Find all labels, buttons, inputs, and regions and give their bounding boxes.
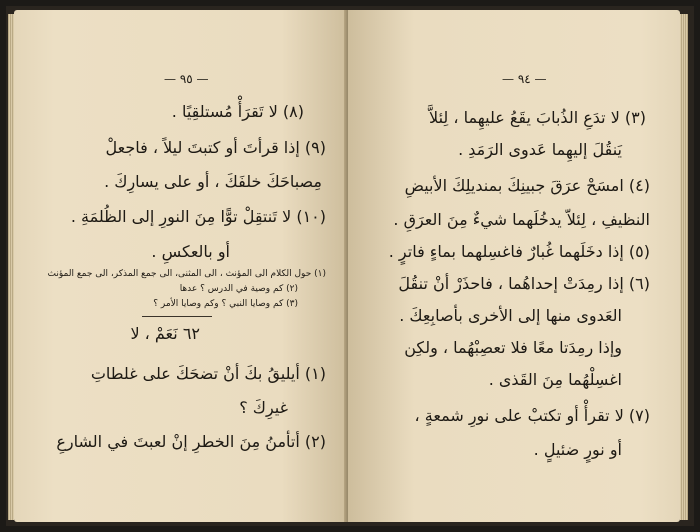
footnote: (٣) كم وصايا النبي ؟ وكم وصايا الأمر ؟ <box>153 299 298 309</box>
text-line: (٨) لا تَقرَأْ مُستلقِيًا . <box>171 102 304 121</box>
text-line: (٥) إذا دخَلَهما غُبارٌ فاغسِلهما بماءٍ فاترٍ . <box>388 242 650 261</box>
left-page <box>14 10 348 522</box>
text-line: (٣) لا تدَعِ الذُبابَ يقَعُ عليهِما ، لِئلاَّ <box>429 108 646 127</box>
footnote: (١) حول الكلام الى المؤنث ، الى المثنى، الى جمع المذكر، الى جمع المؤنث <box>47 269 326 279</box>
divider <box>142 316 212 317</box>
text-line: وإذا رمِدَتا معًا فلا تعصِبْهُما ، ولكِن <box>404 338 622 357</box>
text-line: اغسِلْهُما مِنَ القَذى . <box>488 370 622 389</box>
open-book <box>6 6 694 526</box>
page-edges-right <box>680 14 688 520</box>
text-line: غيرِكَ ؟ <box>239 398 288 417</box>
text-line: (٧) لا تقرأْ أو تكتبْ على نورِ شمعةٍ ، <box>414 406 650 425</box>
lesson-title: ٦٢ نَعَمْ ، لا <box>130 324 200 343</box>
text-line: (٩) إذا قرأتَ أو كتبتَ ليلاً ، فاجعلْ <box>105 138 326 157</box>
footnote: (٢) كم وصية في الدرس ؟ عدها <box>179 284 298 294</box>
page-number: — ٩٤ — <box>502 72 547 86</box>
text-line: أو بالعكسِ . <box>151 242 230 261</box>
text-line: (١) أيليقُ بكَ أنْ تضحَكَ على غلطاتِ <box>90 364 326 383</box>
text-line: يَنقُلَ إليهِما عَدوى الرَمَدِ . <box>458 140 622 159</box>
text-line: مِصباحَكَ خلفَكَ ، أو على يسارِكَ . <box>104 172 322 191</box>
page-number: — ٩٥ — <box>164 72 209 86</box>
text-line: (٤) امسَحْ عرَقَ جبينِكَ بمنديلِكَ الأبيضِ <box>404 176 650 195</box>
text-line: العَدوى منها إلى الأخرى بأصابِعِكَ . <box>399 306 622 325</box>
text-line: النظيفِ ، لِئلاّ يدخُلَهما شيءٌ مِنَ العرَقِ . <box>393 210 650 229</box>
text-line: أو نورٍ ضئيلٍ . <box>533 440 622 459</box>
text-line: (١٠) لا تَنتقِلْ توًّا مِنَ النورِ إلى الظُلمَةِ . <box>70 207 326 226</box>
text-line: (٢) أتأمنُ مِنَ الخطرِ إنْ لعبتَ في الشارعِ <box>56 432 326 451</box>
text-line: (٦) إذا رمِدَتْ إحداهُما ، فاحذَرْ أنْ تنقُلَ <box>398 274 650 293</box>
right-page <box>348 10 680 522</box>
